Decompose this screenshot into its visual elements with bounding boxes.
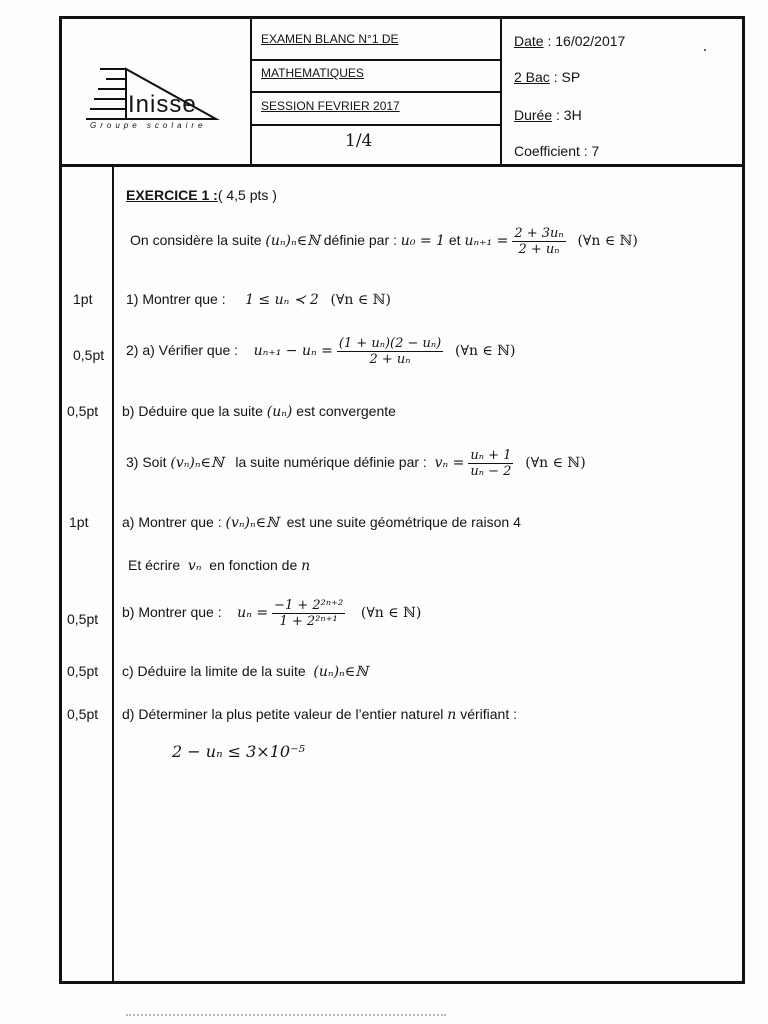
scan-speck xyxy=(704,49,706,51)
q3a2-text-a: Et écrire xyxy=(128,557,185,573)
scan-bottom-marks xyxy=(126,1014,446,1020)
question-3a-part2 xyxy=(128,557,310,574)
exercise-points: ( 4,5 pts ) xyxy=(217,187,277,203)
q2b-text-b: est convergente xyxy=(292,403,396,419)
q3b-quantifier: (∀n ∈ ℕ) xyxy=(360,605,422,622)
q2b-text-a: b) Déduire que la suite xyxy=(122,403,267,419)
q3a2-n: n xyxy=(301,558,311,574)
q3b-denominator: 1 + 2²ⁿ⁺¹ xyxy=(279,614,338,629)
q2a-numerator: (1 + uₙ)(2 − uₙ) xyxy=(338,336,442,351)
points-q2b: 0,5pt xyxy=(67,403,99,419)
q3d-text-b: vérifiant : xyxy=(456,706,518,722)
recurrence-numerator: 2 + 3uₙ xyxy=(514,226,564,241)
question-2b xyxy=(122,403,396,420)
points-q3b: 0,5pt xyxy=(67,611,99,627)
points-q3a: 1pt xyxy=(69,514,89,530)
q3c-text: c) Déduire la limite de la suite xyxy=(122,663,310,679)
q2a-text: 2) a) Vérifier que : xyxy=(126,342,239,359)
q2a-lhs: uₙ₊₁ − uₙ = xyxy=(253,343,333,360)
header-bottom-rule xyxy=(62,164,742,167)
page-number: 1/4 xyxy=(345,131,373,151)
q3a-text-b: est une suite géométrique de raison 4 xyxy=(282,514,521,530)
q3b-lhs: uₙ = xyxy=(237,605,269,622)
v-def-fraction xyxy=(468,448,513,479)
question-1 xyxy=(126,291,391,308)
q1-formula: 1 ≤ uₙ ≺ 2 xyxy=(245,292,319,308)
recurrence-denominator: 2 + uₙ xyxy=(518,242,560,257)
exam-duration xyxy=(514,107,582,123)
q3d-n: n xyxy=(447,707,457,723)
v-def-lhs: vₙ = xyxy=(434,455,465,472)
question-3 xyxy=(126,448,586,479)
exam-title-line1: EXAMEN BLANC N°1 DE xyxy=(261,32,399,46)
points-q3c: 0,5pt xyxy=(67,663,99,679)
q2b-sequence: (uₙ) xyxy=(266,404,293,420)
q2a-denominator: 2 + uₙ xyxy=(369,352,411,367)
question-3d-inequality xyxy=(172,742,305,762)
points-q3d: 0,5pt xyxy=(67,706,99,722)
v-def-denominator: uₙ − 2 xyxy=(470,464,512,479)
q3a-text-a: a) Montrer que : xyxy=(122,514,226,530)
and-word: et xyxy=(444,232,465,249)
question-2a xyxy=(126,336,516,367)
q2a-quantifier: (∀n ∈ ℕ) xyxy=(455,343,516,360)
duration-value: : 3H xyxy=(552,107,582,123)
header-row-divider xyxy=(250,59,500,61)
exercise-title: EXERCICE 1 : xyxy=(126,187,218,203)
logo-wordmark: Inisse xyxy=(128,91,197,118)
recurrence-lhs: uₙ₊₁ = xyxy=(464,233,509,250)
class-label: 2 Bac xyxy=(514,69,550,85)
question-3c xyxy=(122,663,368,680)
recurrence-fraction xyxy=(512,226,565,257)
q2a-fraction xyxy=(337,336,443,367)
exercise-intro xyxy=(130,226,638,257)
q3d-text-a: d) Déterminer la plus petite valeur de l’entier naturel xyxy=(122,706,448,722)
date-label: Date xyxy=(514,33,544,49)
q3-text-a: 3) Soit xyxy=(126,454,171,471)
duration-label: Durée xyxy=(514,107,553,123)
exam-session: SESSION FEVRIER 2017 xyxy=(261,99,400,113)
q3b-fraction xyxy=(272,598,345,629)
logo-subtitle: Groupe scolaire xyxy=(90,121,207,130)
q3b-numerator: −1 + 2²ⁿ⁺² xyxy=(274,598,344,613)
points-q2a: 0,5pt xyxy=(73,347,105,363)
header-divider-right xyxy=(500,19,502,164)
q3a2-text-b: en fonction de xyxy=(205,557,302,573)
exam-coefficient: Coefficient : 7 xyxy=(514,143,600,159)
forall-quantifier: (∀n ∈ ℕ) xyxy=(577,233,638,250)
header-row-divider xyxy=(250,91,500,93)
q3c-sequence: (uₙ)ₙ∈ℕ xyxy=(313,664,368,680)
exam-page-frame xyxy=(59,16,745,984)
sequence-u-def: (uₙ)ₙ∈ℕ xyxy=(265,233,320,250)
q1-text: 1) Montrer que : xyxy=(126,291,226,307)
exam-title-line2: MATHEMATIQUES xyxy=(261,66,364,80)
exercise-heading xyxy=(126,187,277,203)
school-logo xyxy=(86,63,236,139)
q3-text-b: la suite numérique définie par : xyxy=(231,454,427,471)
date-value: : 16/02/2017 xyxy=(543,33,626,49)
q3b-text: b) Montrer que : xyxy=(122,604,222,621)
points-q1: 1pt xyxy=(73,291,93,307)
exam-class xyxy=(514,69,580,85)
intro-text-b: définie par : xyxy=(319,232,401,249)
question-3d xyxy=(122,706,517,723)
header-row-divider xyxy=(250,124,500,126)
question-3b xyxy=(122,598,421,629)
sequence-v-def: (vₙ)ₙ∈ℕ xyxy=(170,455,224,472)
initial-term: u₀ = 1 xyxy=(400,233,445,250)
intro-text-a: On considère la suite xyxy=(130,232,266,249)
q1-quantifier: (∀n ∈ ℕ) xyxy=(330,292,391,308)
exam-date xyxy=(514,33,625,49)
q3-quantifier: (∀n ∈ ℕ) xyxy=(525,455,586,472)
class-value: : SP xyxy=(549,69,581,85)
v-def-numerator: uₙ + 1 xyxy=(470,448,512,463)
q3d-inequality: 2 − uₙ ≤ 3×10⁻⁵ xyxy=(172,742,305,761)
q3a2-vn: vₙ xyxy=(187,558,202,574)
question-3a xyxy=(122,514,521,531)
q3a-sequence: (vₙ)ₙ∈ℕ xyxy=(225,515,279,531)
points-margin-rule xyxy=(112,167,114,981)
